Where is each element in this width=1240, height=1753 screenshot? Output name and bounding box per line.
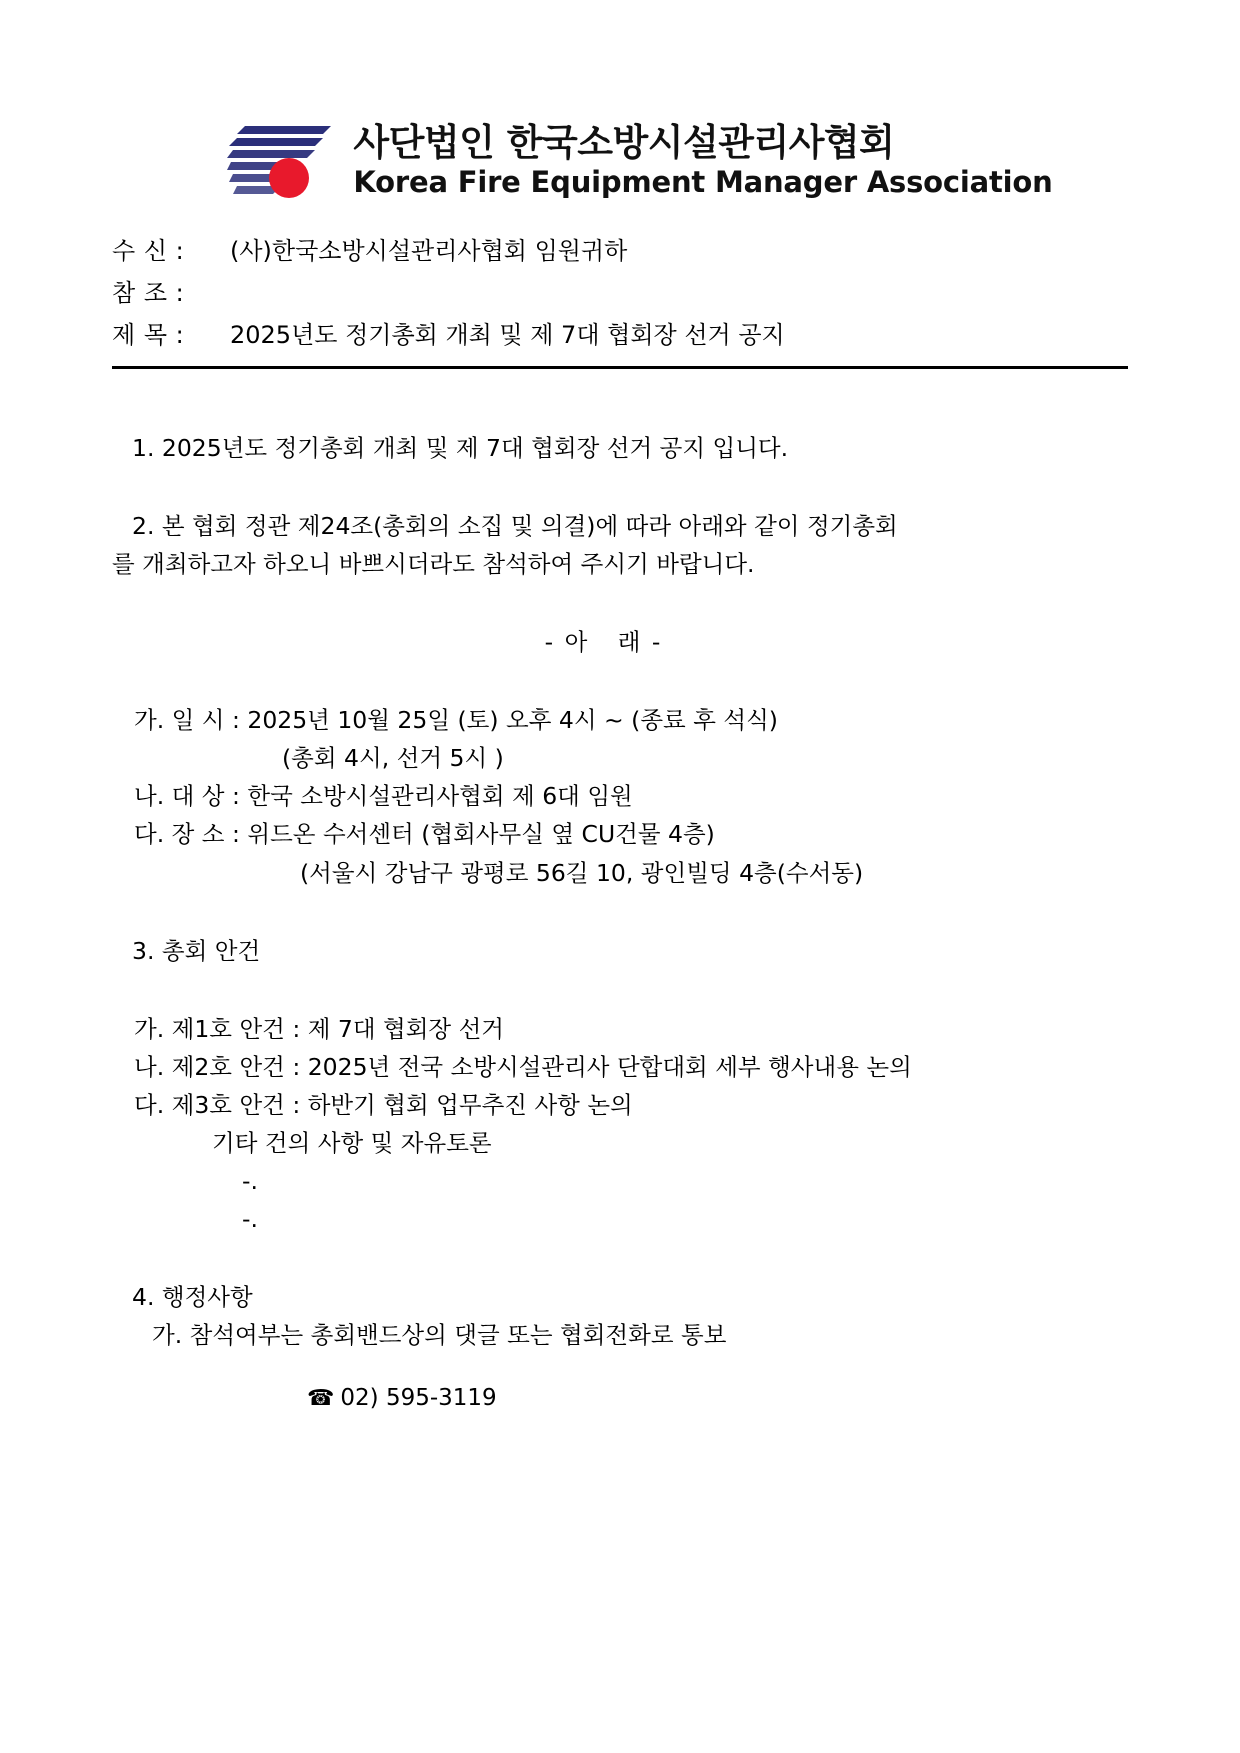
recipient-label: 수 신 : [112, 237, 185, 265]
contact-phone-number: 02) 595-3119 [340, 1385, 497, 1412]
telephone-icon: ☎ [307, 1386, 335, 1412]
contact-phone-row [112, 1380, 1135, 1417]
letterhead [0, 0, 1240, 202]
detail-target: 나. 대 상 : 한국 소방시설관리사협회 제 6대 임원 [134, 782, 633, 811]
association-logo-icon [227, 120, 335, 202]
detail-date-sub: (총회 4시, 선거 5시 ) [282, 744, 504, 773]
agenda-item-3: 다. 제3호 안건 : 하반기 협회 업무추진 사항 논의 [134, 1090, 633, 1119]
arae-divider: - 아 래 - [544, 628, 663, 657]
subject-label: 제 목 : [112, 321, 185, 349]
subject-row [112, 314, 1128, 356]
body-item-1: 1. 2025년도 정기총회 개최 및 제 7대 협회장 선거 공지 입니다. [132, 434, 789, 462]
association-name-block [353, 121, 1053, 200]
body-item-3: 3. 총회 안건 [132, 936, 261, 965]
header-fields [0, 230, 1240, 356]
reference-label: 참 조 : [112, 279, 185, 307]
agenda-item-2: 나. 제2호 안건 : 2025년 전국 소방시설관리사 단합대회 세부 행사내용 논의 [134, 1052, 912, 1081]
body-item-2-line-1: 2. 본 협회 정관 제24조(총회의 소집 및 의결)에 따라 아래와 같이 정기총회 [132, 512, 898, 541]
body-item-4-a: 가. 참석여부는 총회밴드상의 댓글 또는 협회전화로 통보 [152, 1321, 727, 1350]
detail-place-sub: (서울시 강남구 광평로 56길 10, 광인빌딩 4층(수서동) [300, 858, 864, 887]
body-item-4: 4. 행정사항 [132, 1283, 253, 1311]
detail-place: 다. 장 소 : 위드온 수서센터 (협회사무실 옆 CU건물 4층) [134, 820, 715, 849]
recipient-row [112, 230, 1128, 272]
agenda-item-1: 가. 제1호 안건 : 제 7대 협회장 선거 [134, 1014, 504, 1043]
association-name-kr: 사단법인 한국소방시설관리사협회 [353, 121, 895, 165]
agenda-blank-2: -. [242, 1204, 258, 1233]
agenda-blank-1: -. [242, 1166, 258, 1195]
agenda-item-3-sub: 기타 건의 사항 및 자유토론 [212, 1128, 492, 1157]
recipient-value: (사)한국소방시설관리사협회 임원귀하 [230, 237, 628, 265]
document-body [0, 403, 1240, 1417]
association-name-en: Korea Fire Equipment Manager Association [353, 165, 1053, 200]
header-divider [112, 366, 1128, 369]
subject-value: 2025년도 정기총회 개최 및 제 7대 협회장 선거 공지 [230, 321, 785, 349]
detail-date: 가. 일 시 : 2025년 10월 25일 (토) 오후 4시 ~ (종료 후 석식) [134, 706, 778, 735]
body-item-2-line-2: 를 개최하고자 하오니 바쁘시더라도 참석하여 주시기 바랍니다. [112, 550, 755, 579]
reference-row [112, 272, 1128, 314]
